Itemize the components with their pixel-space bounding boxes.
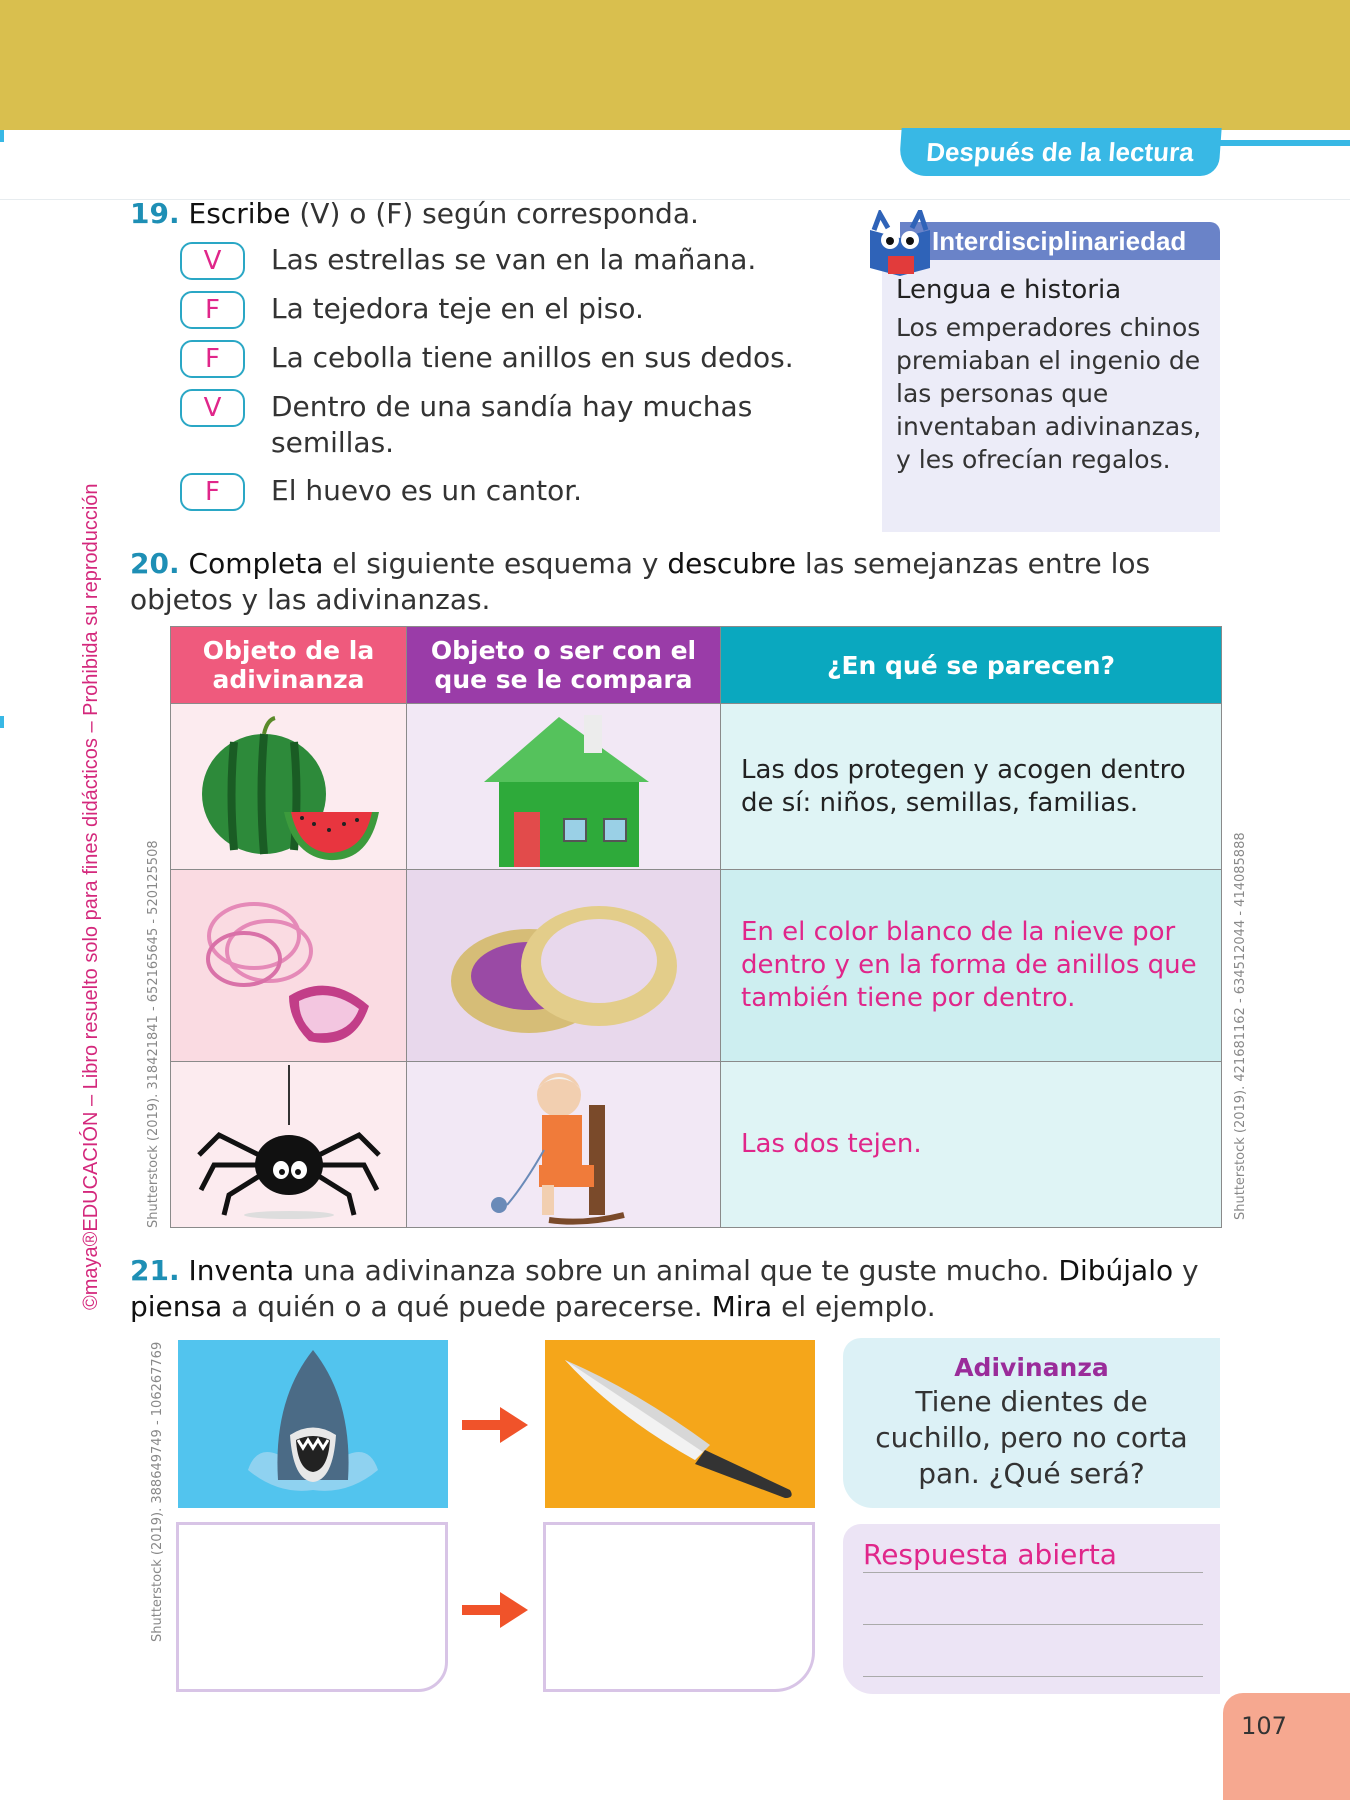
question-text: una adivinanza sobre un animal que te guste mucho.	[294, 1254, 1059, 1287]
left-edge-mark	[0, 130, 4, 142]
interdisciplinary-subtitle: Lengua e historia	[896, 275, 1122, 305]
table-cell	[171, 1062, 407, 1228]
grandmother-knitting-icon	[464, 1065, 664, 1225]
column-header: ¿En qué se parecen?	[721, 627, 1222, 704]
interdisciplinary-text: Los emperadores chinos premiaban el ingenio de las personas que inventaban adivinanzas, y les ofrecían regalos.	[896, 313, 1202, 474]
question-verb: Dibújalo	[1058, 1254, 1174, 1287]
page-number-tab	[1223, 1693, 1350, 1800]
answer-cell: En el color blanco de la nieve por dentro y en la forma de anillos que también tiene por dentro.	[721, 870, 1222, 1062]
table-row	[171, 870, 1222, 1062]
vf-item	[180, 242, 820, 280]
question-text: el siguiente esquema y	[323, 547, 668, 580]
vf-item	[180, 291, 820, 329]
question-number: 21.	[130, 1254, 180, 1287]
riddle-text: Tiene dientes de cuchillo, pero no corta pan. ¿Qué será?	[875, 1385, 1188, 1490]
spider-icon	[189, 1065, 389, 1225]
vf-answer-box[interactable]: V	[180, 389, 245, 427]
question-verb: Inventa	[188, 1254, 295, 1287]
arrow-right-icon	[460, 1405, 530, 1445]
image-credit: Shutterstock (2019). 388649749 - 106267769	[150, 1341, 165, 1642]
vf-statement: La cebolla tiene anillos en sus dedos.	[271, 341, 794, 374]
knife-icon	[545, 1340, 815, 1508]
knife-example-image	[545, 1340, 815, 1508]
interdisciplinary-box	[860, 210, 1220, 520]
question-text: y	[1173, 1254, 1199, 1287]
vf-statement: Las estrellas se van en la mañana.	[271, 243, 757, 276]
table-row	[171, 1062, 1222, 1228]
question-text: (V) o (F) según corresponda.	[290, 197, 699, 230]
question-verb: Completa	[188, 547, 324, 580]
question-number: 19.	[130, 197, 180, 230]
onion-icon	[189, 881, 389, 1051]
image-credit: Shutterstock (2019). 421681162 - 634512044 - 414085888	[1233, 832, 1248, 1220]
column-header: Objeto de la adivinanza	[171, 627, 407, 704]
vf-answer-box[interactable]: V	[180, 242, 245, 280]
question-20	[130, 546, 1210, 618]
comparison-table	[170, 626, 1222, 1228]
top-color-band	[0, 0, 1350, 130]
vf-item	[180, 340, 820, 378]
question-verb: Mira	[711, 1290, 773, 1323]
watermelon-icon	[189, 712, 389, 862]
question-21	[130, 1253, 1220, 1325]
vf-answer-box[interactable]: F	[180, 291, 245, 329]
table-cell	[171, 870, 407, 1062]
vf-answer-box[interactable]: F	[180, 473, 245, 511]
comparison-drawing-area[interactable]	[543, 1522, 815, 1692]
copyright-notice: ©maya®EDUCACIÓN – Libro resuelto solo para fines didácticos – Prohibida su reproducción	[80, 483, 102, 1310]
shark-example-image	[178, 1340, 448, 1508]
answer-cell: Las dos protegen y acogen dentro de sí: niños, semillas, familias.	[721, 704, 1222, 870]
table-cell	[171, 704, 407, 870]
vf-item	[180, 389, 800, 461]
table-cell	[407, 870, 721, 1062]
house-icon	[464, 707, 664, 867]
vf-item	[180, 473, 820, 511]
vf-statement: La tejedora teje en el piso.	[271, 292, 644, 325]
image-credit: Shutterstock (2019). 318421841 - 652165645 - 520125508	[146, 840, 161, 1228]
table-cell	[407, 704, 721, 870]
table-row	[171, 704, 1222, 870]
section-tab: Después de la lectura	[898, 128, 1221, 176]
question-text: a quién o a qué puede parecerse.	[222, 1290, 712, 1323]
question-verb: piensa	[130, 1290, 223, 1323]
arrow-right-icon	[460, 1590, 530, 1630]
question-number: 20.	[130, 547, 180, 580]
interdisciplinary-title: Interdisciplinariedad	[900, 222, 1220, 260]
column-header: Objeto o ser con el que se le compara	[407, 627, 721, 704]
section-tab-rule	[1200, 140, 1350, 146]
rings-icon	[434, 881, 694, 1051]
book-mascot-icon	[860, 210, 940, 280]
answer-cell: Las dos tejen.	[721, 1062, 1222, 1228]
interdisciplinary-body	[882, 260, 1220, 532]
riddle-title: Adivinanza	[954, 1353, 1109, 1382]
question-text: las semejanzas entre los objetos y las adivinanzas.	[130, 547, 1151, 616]
left-edge-mark	[0, 716, 4, 728]
vf-answer-box[interactable]: F	[180, 340, 245, 378]
table-header-row	[171, 627, 1222, 704]
question-verb: Escribe	[188, 197, 291, 230]
question-19	[130, 196, 830, 232]
answer-line	[863, 1624, 1203, 1625]
vf-statement: Dentro de una sandía hay muchas semillas.	[271, 390, 753, 459]
vf-statement: El huevo es un cantor.	[271, 474, 583, 507]
answer-line	[863, 1676, 1203, 1677]
page-number: 107	[1241, 1712, 1287, 1740]
question-text: el ejemplo.	[772, 1290, 936, 1323]
shark-icon	[178, 1340, 448, 1508]
table-cell	[407, 1062, 721, 1228]
animal-drawing-area[interactable]	[176, 1522, 448, 1692]
riddle-box	[843, 1338, 1220, 1508]
answer-text: Respuesta abierta	[863, 1538, 1117, 1571]
question-verb: descubre	[667, 547, 796, 580]
answer-line	[863, 1572, 1203, 1573]
answer-box[interactable]	[843, 1524, 1220, 1694]
